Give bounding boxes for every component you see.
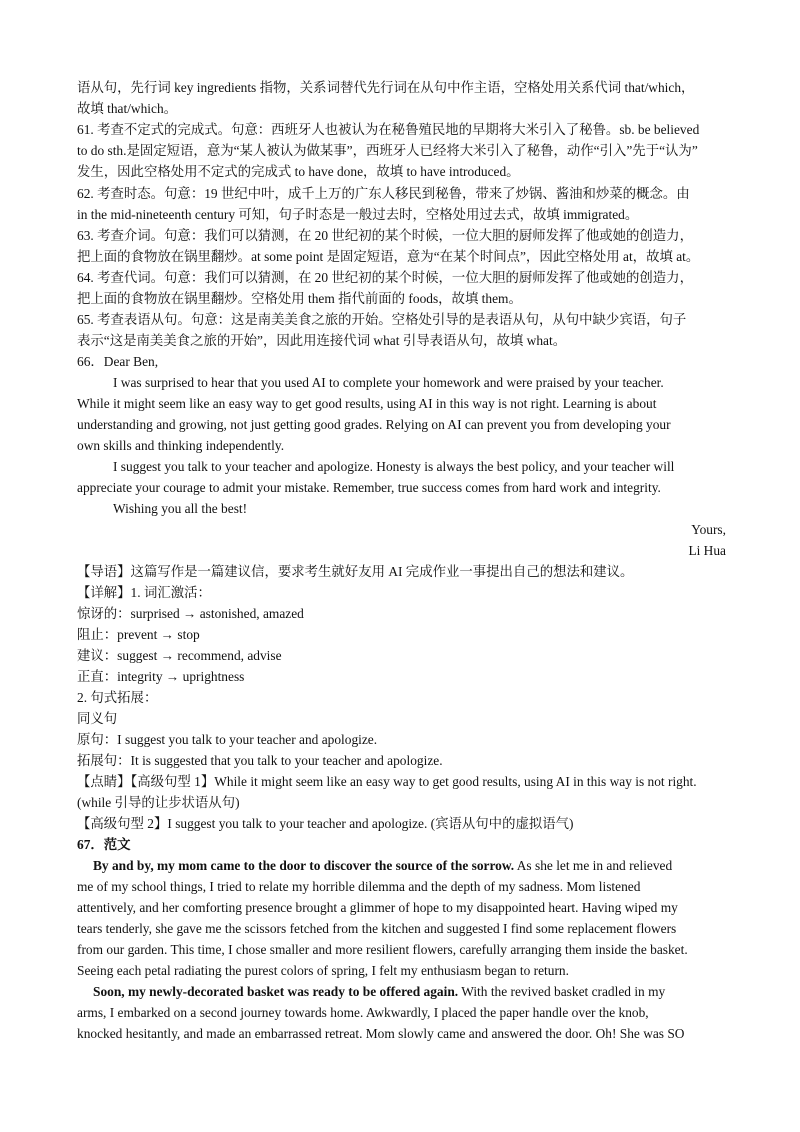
text-line: 【详解】1. 词汇激活：: [77, 585, 211, 600]
text-line: in the mid-nineteenth century 可知，句子时态是一般过去时，空格处用过去式，故填 immigrated。: [77, 207, 639, 222]
text-line: 语从句，先行词 key ingredients 指物，关系词替代先行词在从句中作主语，空格处用关系代词 that/which，: [77, 80, 695, 95]
text-line: (while 引导的让步状语从句): [77, 795, 240, 810]
text-line: appreciate your courage to admit your mistake. Remember, true success comes from hard work and integrity.: [77, 480, 661, 495]
text-line: to do sth.是固定短语，意为“某人被认为做某事”，西班牙人已经将大米引入了秘鲁，动作“引入”先于“认为”: [77, 143, 698, 158]
text-run: As she let me in and relieved: [514, 858, 673, 873]
text-line: attentively, and her comforting presence brought a glimmer of hope to my disappointed heart. Having wiped my: [77, 900, 678, 915]
letter-salutation: 66．Dear Ben,: [77, 354, 159, 369]
text-line: tears tenderly, she gave me the scissors fetched from the kitchen and suggested I find some replacement flowers: [77, 921, 677, 936]
bold-lead-sentence: By and by, my mom came to the door to discover the source of the sorrow.: [93, 858, 515, 873]
text-line: 拓展句：It is suggested that you talk to your teacher and apologize.: [77, 753, 443, 768]
text-line: arms, I embarked on a second journey towards home. Awkwardly, I placed the paper handle over the knob,: [77, 1005, 649, 1020]
section-heading: 67．范文: [77, 837, 131, 852]
text-line: 把上面的食物放在锅里翻炒。at some point 是固定短语，意为“在某个时间点”，因此空格处用 at，故填 at。: [77, 249, 700, 264]
text-line: 62. 考查时态。句意：19 世纪中叶，成千上万的广东人移民到秘鲁，带来了炒锅、酱油和炒菜的概念。由: [77, 186, 690, 201]
text-line: 建议：suggest → recommend, advise: [77, 648, 282, 663]
text-line: 原句：I suggest you talk to your teacher and apologize.: [77, 732, 378, 747]
text-line: 64. 考查代词。句意：我们可以猜测，在 20 世纪初的某个时候，一位大胆的厨师发挥了他或她的创造力，: [77, 270, 693, 285]
text-line: 表示“这是南美美食之旅的开始”，因此用连接代词 what 引导表语从句，故填 what。: [77, 333, 567, 348]
letter-closing-wish: Wishing you all the best!: [113, 501, 248, 516]
text-line: 同义句: [77, 711, 118, 726]
text-line: knocked hesitantly, and made an embarrassed retreat. Mom slowly came and answered the door. Oh! She was SO: [77, 1026, 685, 1041]
text-line: Seeing each petal radiating the purest colors of spring, I felt my enthusiasm began to return.: [77, 963, 569, 978]
text-line: 【高级句型 2】I suggest you talk to your teacher and apologize. (宾语从句中的虚拟语气): [77, 816, 574, 831]
text-line: own skills and thinking independently.: [77, 438, 285, 453]
text-line: me of my school things, I tried to relate my horrible dilemma and the depth of my sadness. Mom listened: [77, 879, 641, 894]
text-line: 65. 考查表语从句。句意：这是南美美食之旅的开始。空格处引导的是表语从句，从句中缺少宾语，句子: [77, 312, 687, 327]
text-line: understanding and growing, not just getting good grades. Relying on AI can prevent you from developing your: [77, 417, 671, 432]
text-line: I suggest you talk to your teacher and apologize. Honesty is always the best policy, and your teacher will: [113, 459, 675, 474]
letter-sign-off: Yours,: [691, 522, 726, 537]
bold-lead-sentence: Soon, my newly-decorated basket was ready to be offered again.: [93, 984, 459, 999]
text-line: 2. 句式拓展：: [77, 690, 158, 705]
text-line: 故填 that/which。: [77, 101, 178, 116]
text-line: 把上面的食物放在锅里翻炒。空格处用 them 指代前面的 foods，故填 them。: [77, 291, 522, 306]
text-line: 惊讶的：surprised → astonished, amazed: [77, 606, 304, 621]
text-line: 阻止：prevent → stop: [77, 627, 200, 642]
text-line: I was surprised to hear that you used AI to complete your homework and were praised by your teacher.: [113, 375, 664, 390]
letter-signature: Li Hua: [688, 543, 726, 558]
text-line: 61. 考查不定式的完成式。句意：西班牙人也被认为在秘鲁殖民地的早期将大米引入了秘鲁。sb. be believed: [77, 122, 700, 137]
text-line: 【点睛】【高级句型 1】While it might seem like an easy way to get good results, using AI in this way is not right.: [77, 774, 697, 789]
text-line: 63. 考查介词。句意：我们可以猜测，在 20 世纪初的某个时候，一位大胆的厨师发挥了他或她的创造力，: [77, 228, 693, 243]
text-line: 发生，因此空格处用不定式的完成式 to have done，故填 to have introduced。: [77, 164, 520, 179]
text-run: With the revived basket cradled in my: [458, 984, 666, 999]
text-line: While it might seem like an easy way to get good results, using AI in this way is not right. Learning is about: [77, 396, 657, 411]
text-line: from our garden. This time, I chose smaller and more resilient flowers, carefully arranging them inside the basket.: [77, 942, 688, 957]
text-line: [93, 856, 728, 876]
text-line: [93, 982, 728, 1002]
text-line: 正直：integrity → uprightness: [77, 669, 245, 684]
text-line: 【导语】这篇写作是一篇建议信，要求考生就好友用 AI 完成作业一事提出自己的想法和建议。: [77, 564, 634, 579]
